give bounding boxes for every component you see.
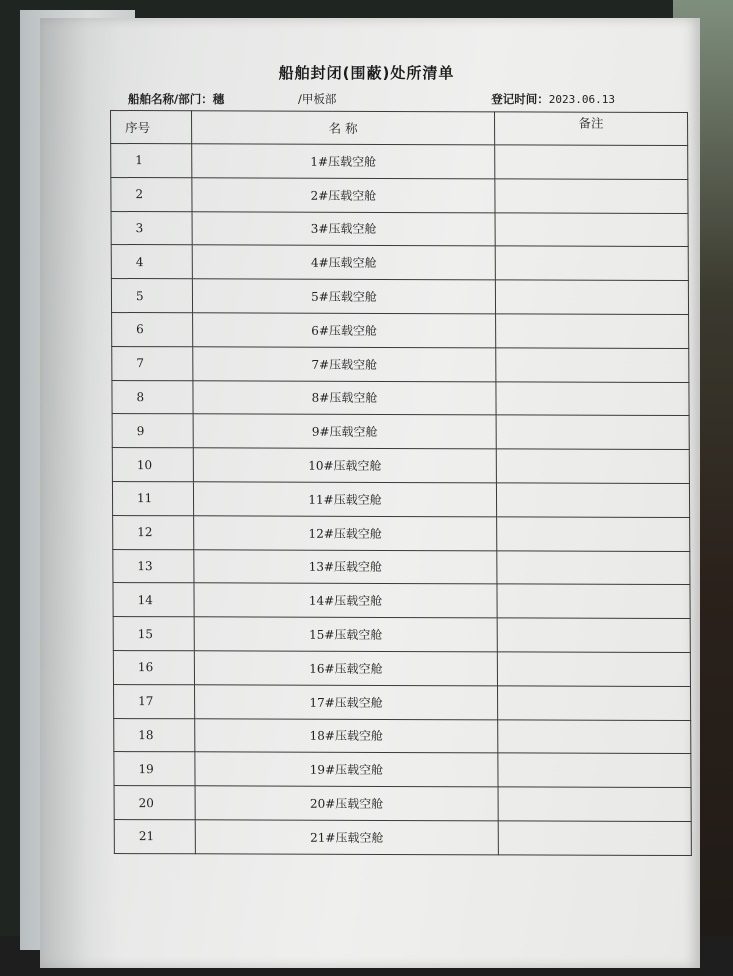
table-row [111, 211, 688, 247]
row-name: 6#压载空舱 [193, 313, 496, 348]
row-name: 11#压载空舱 [193, 482, 496, 517]
enclosed-spaces-table [110, 110, 692, 856]
row-seq: 16 [113, 650, 194, 684]
row-note [498, 686, 691, 720]
header-name: 名 称 [192, 111, 495, 145]
table-row [112, 481, 689, 517]
row-note [496, 348, 689, 382]
row-name: 18#压载空舱 [195, 718, 498, 753]
row-name: 2#压载空舱 [192, 178, 495, 213]
row-name: 1#压载空舱 [192, 144, 495, 179]
row-name: 21#压载空舱 [195, 820, 498, 855]
document-title: 船舶封闭(围蔽)处所清单 [278, 64, 455, 82]
row-note [498, 719, 691, 753]
row-name: 16#压载空舱 [194, 651, 497, 686]
row-name: 7#压载空舱 [193, 347, 496, 382]
row-note [498, 753, 691, 787]
binding-shadow [40, 18, 120, 968]
row-note [496, 381, 689, 415]
row-seq: 11 [112, 481, 193, 515]
row-note [496, 415, 689, 449]
row-note [497, 550, 690, 584]
table-row [111, 177, 688, 213]
row-name: 4#压载空舱 [192, 245, 495, 280]
table-row [113, 515, 690, 551]
registration-time [491, 91, 615, 107]
row-seq: 15 [113, 617, 194, 651]
row-seq: 1 [111, 144, 192, 178]
row-note [497, 618, 690, 652]
row-note [495, 179, 688, 213]
row-name: 14#压载空舱 [194, 583, 497, 618]
table-row [113, 583, 690, 619]
row-name: 13#压载空舱 [194, 549, 497, 584]
row-seq: 12 [113, 515, 194, 549]
row-seq: 2 [111, 177, 192, 211]
row-note [497, 584, 690, 618]
row-seq: 14 [113, 583, 194, 617]
table-row [114, 718, 691, 754]
table-row [114, 819, 691, 855]
table-row [112, 380, 689, 416]
row-seq: 10 [112, 448, 193, 482]
row-note [497, 652, 690, 686]
table-row [113, 617, 690, 653]
row-note [495, 280, 688, 314]
row-note [496, 483, 689, 517]
row-name: 9#压载空舱 [193, 414, 496, 449]
row-note [496, 314, 689, 348]
row-name: 15#压载空舱 [194, 617, 497, 652]
table-row [114, 786, 691, 822]
table-row [113, 650, 690, 686]
row-note [495, 145, 688, 179]
row-note [495, 246, 688, 280]
row-seq: 18 [114, 718, 195, 752]
header-note-label: 备注 [578, 115, 604, 131]
row-note [497, 517, 690, 551]
department-value: /甲板部 [298, 92, 337, 106]
table-header-row [111, 111, 688, 146]
table-row [113, 549, 690, 585]
row-seq: 13 [113, 549, 194, 583]
row-seq: 20 [114, 786, 195, 820]
row-seq: 17 [114, 684, 195, 718]
row-seq: 8 [112, 380, 193, 414]
registration-time-value: 2023.06.13 [548, 93, 615, 106]
row-note [498, 787, 691, 821]
row-name: 10#压载空舱 [193, 448, 496, 483]
row-seq: 9 [112, 414, 193, 448]
row-name: 12#压载空舱 [194, 516, 497, 551]
table-row [112, 448, 689, 484]
header-seq: 序号 [111, 111, 192, 144]
row-note [495, 212, 688, 246]
row-name: 5#压载空舱 [192, 279, 495, 314]
row-name: 20#压载空舱 [195, 786, 498, 821]
ship-name-label: 船舶名称/部门：穗 [128, 92, 225, 106]
row-name: 3#压载空舱 [192, 211, 495, 246]
row-seq: 4 [111, 245, 192, 279]
table-row [111, 144, 688, 180]
table-row [114, 752, 691, 788]
row-name: 19#压载空舱 [195, 752, 498, 787]
table-row [112, 346, 689, 382]
row-seq: 19 [114, 752, 195, 786]
table-row [114, 684, 691, 720]
row-name: 17#压载空舱 [195, 685, 498, 720]
row-seq: 3 [111, 211, 192, 245]
row-note [498, 821, 691, 856]
table-row [111, 279, 688, 315]
table-row [111, 245, 688, 281]
row-seq: 6 [112, 312, 193, 346]
row-seq: 21 [114, 819, 195, 853]
row-note [496, 449, 689, 483]
row-name: 8#压载空舱 [193, 380, 496, 415]
row-seq: 7 [112, 346, 193, 380]
row-seq: 5 [111, 279, 192, 313]
table-row [112, 414, 689, 450]
table-row [112, 312, 689, 348]
registration-time-label: 登记时间： [491, 92, 549, 106]
header-note [494, 112, 687, 146]
